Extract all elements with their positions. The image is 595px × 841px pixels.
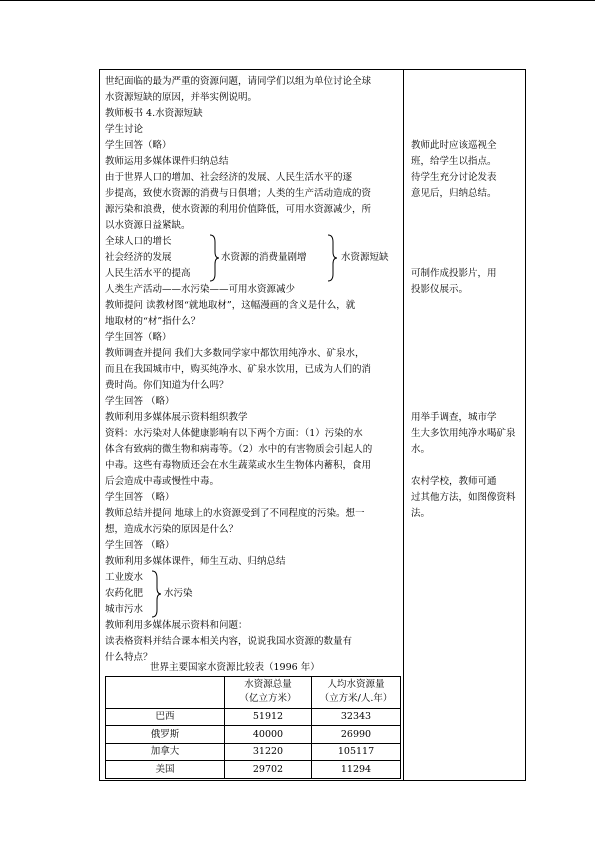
text-line: 教师利用多媒体课件，师生互动、归纳总结 [105, 556, 286, 567]
paragraph-line: 后会造成中毒或慢性中毒。 [105, 476, 220, 487]
note-line: 过其他方法，如图像资料 [411, 492, 516, 503]
total-cell: 51912 [225, 708, 312, 726]
text-line: 教师利用多媒体展示资料和问题： [105, 620, 248, 631]
header-line: （亿立方米） [239, 693, 297, 705]
paragraph-line: 什么特点？ [105, 652, 153, 663]
cause-item: 工业废水 [105, 572, 144, 583]
table-header-cell [225, 677, 312, 709]
table-row [106, 743, 401, 761]
table-row [106, 726, 401, 744]
table-title: 世界主要国家水资源比较表（1996 年） [150, 662, 320, 673]
right-brace-icon [150, 570, 162, 618]
country-cell: 加拿大 [106, 743, 225, 761]
text-line: 水资源短缺的原因，并举实例说明。 [105, 92, 258, 103]
data-table [105, 676, 401, 779]
total-cell: 31220 [225, 743, 312, 761]
note-line: 用举手调查，城市学 [411, 412, 497, 423]
column-divider [403, 69, 404, 781]
note-line: 生大多饮用纯净水喝矿泉 [411, 428, 516, 439]
paragraph-line: 由于世界人口的增加、社会经济的发展、人民生活水平的逐 [105, 172, 353, 183]
text-line: 教师运用多媒体课件归纳总结 [105, 156, 229, 167]
total-cell: 29702 [225, 761, 312, 779]
paragraph-line: 源污染和浪费，使水资源的利用价值降低，可用水资源减少，所 [105, 204, 372, 215]
text-line: 地取材的“材”指什么？ [105, 316, 201, 327]
header-rule [0, 0, 595, 1]
per-capita-cell: 26990 [312, 726, 401, 744]
note-line: 农村学校，教师可通 [411, 476, 497, 487]
board-title: 教师板书 4.水资源短缺 [105, 108, 203, 119]
note-line: 意见后，归纳总结。 [411, 188, 497, 199]
note-line: 水。 [411, 444, 431, 455]
text-line: 想，造成水污染的原因是什么？ [105, 524, 239, 535]
text-line: 教师提问 读教材图“就地取材”，这幅漫画的含义是什么，就 [105, 300, 356, 311]
text-line: 教师调查并提问 我们大多数同学家中都饮用纯净水、矿泉水， [105, 348, 365, 359]
cause-item: 农药化肥 [105, 588, 144, 599]
cause-item: 全球人口的增长 [105, 236, 172, 247]
result-label: 水资源的消费量剧增 [221, 252, 307, 263]
cause-item: 人民生活水平的提高 [105, 268, 191, 279]
right-brace-icon [208, 234, 220, 282]
text-line: 人类生产活动——水污染——可用水资源减少 [105, 284, 296, 295]
paragraph-line: 步提高，致使水资源的消费与日俱增；人类的生产活动造成的资 [105, 188, 372, 199]
header-line: 水资源总量 [244, 679, 292, 691]
table-row [106, 761, 401, 779]
text-line: 学生回答 （略） [105, 540, 175, 551]
per-capita-cell: 105117 [312, 743, 401, 761]
country-cell: 巴西 [106, 708, 225, 726]
text-line: 费时尚。你们知道为什么吗？ [105, 380, 229, 391]
text-line: 学生回答（略） [105, 332, 172, 343]
country-cell: 美国 [106, 761, 225, 779]
text-line: 学生回答 （略） [105, 396, 175, 407]
table-header-cell [106, 677, 225, 709]
note-line: 投影仪展示。 [411, 284, 469, 295]
note-line: 可制作成投影片，用 [411, 268, 497, 279]
table-header-cell [312, 677, 401, 709]
result-label: 水资源短缺 [341, 252, 389, 263]
cause-item: 城市污水 [105, 604, 144, 615]
paragraph-line: 以水资源日益紧缺。 [105, 220, 191, 231]
text-line: 教师利用多媒体展示资料组织教学 [105, 412, 248, 423]
text-line: 而且在我国城市中，购买纯净水、矿泉水饮用，已成为人们的消 [105, 364, 372, 375]
table-row [106, 708, 401, 726]
note-line: 法。 [411, 508, 431, 519]
text-line: 世纪面临的最为严重的资源问题，请同学们以组为单位讨论全球 [105, 76, 372, 87]
text-line: 学生讨论 [105, 124, 144, 135]
right-brace-icon [326, 234, 338, 282]
result-label: 水污染 [164, 588, 193, 599]
header-line: （立方米/人.年） [319, 693, 393, 705]
total-cell: 40000 [225, 726, 312, 744]
table-header-row [106, 677, 401, 709]
note-line: 教师此时应该巡视全 [411, 140, 497, 151]
text-line: 学生回答（略） [105, 140, 172, 151]
cause-item: 社会经济的发展 [105, 252, 172, 263]
per-capita-cell: 11294 [312, 761, 401, 779]
paragraph-line: 体含有致病的微生物和病毒等。（2）水中的有害物质会引起人的 [105, 444, 373, 455]
per-capita-cell: 32343 [312, 708, 401, 726]
text-line: 教师总结并提问 地球上的水资源受到了不同程度的污染。想一 [105, 508, 365, 519]
paragraph-line: 资料：水污染对人体健康影响有以下两个方面：（1）污染的水 [105, 428, 363, 439]
paragraph-line: 中毒。这些有毒物质还会在水生蔬菜或水生生物体内蓄积，食用 [105, 460, 372, 471]
note-line: 班，给学生以指点。 [411, 156, 497, 167]
note-line: 待学生充分讨论发表 [411, 172, 497, 183]
paragraph-line: 读表格资料并结合课本相关内容，说说我国水资源的数量有 [105, 636, 353, 647]
text-line: 学生回答 （略） [105, 492, 175, 503]
header-line: 人均水资源量 [327, 679, 385, 691]
country-cell: 俄罗斯 [106, 726, 225, 744]
